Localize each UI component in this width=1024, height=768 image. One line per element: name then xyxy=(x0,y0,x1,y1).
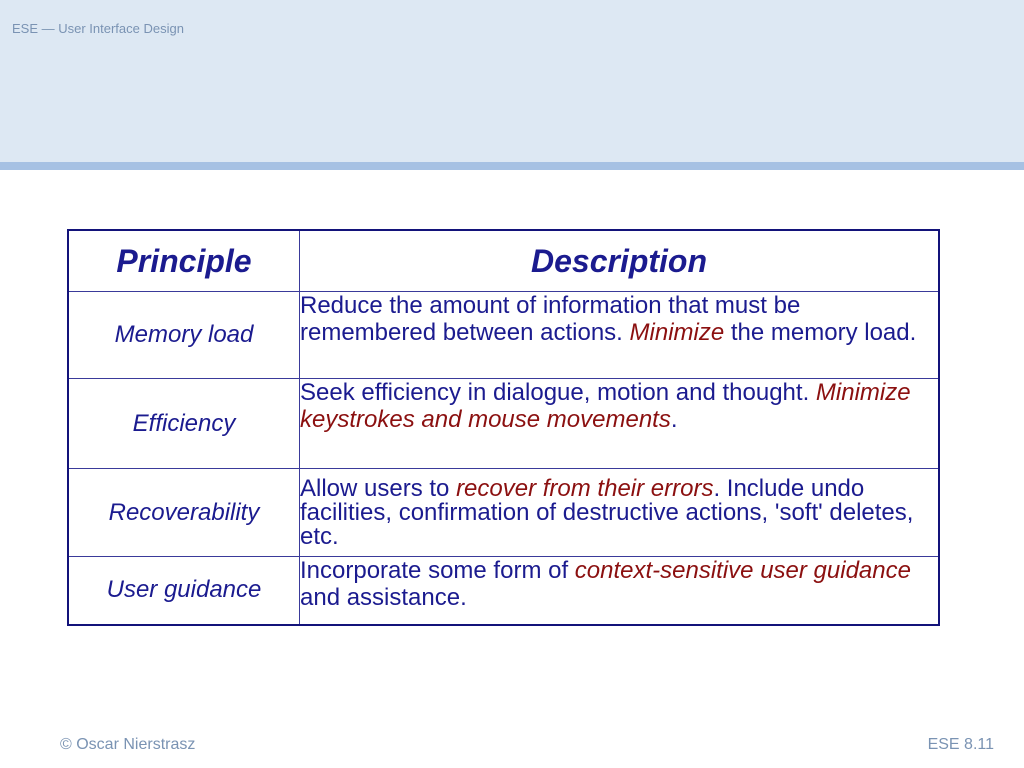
description-text: . xyxy=(670,406,678,433)
description-text: Incorporate some form of xyxy=(300,557,575,584)
description-cell xyxy=(300,469,940,557)
principles-table xyxy=(67,229,940,626)
footer-copyright: © Oscar Nierstrasz xyxy=(60,736,196,753)
description-text: Allow users to xyxy=(300,475,457,502)
description-column-header: Description xyxy=(300,230,940,292)
description-cell xyxy=(300,379,940,469)
header-title: ESE — User Interface Design xyxy=(12,21,184,36)
description-emphasis: Minimize keystrokes and mouse movements xyxy=(300,379,911,433)
description-emphasis: Minimize xyxy=(629,319,725,346)
table-row xyxy=(68,469,939,557)
description-cell xyxy=(300,292,940,379)
footer-slide-number: ESE 8.11 xyxy=(927,736,994,753)
principle-cell: Efficiency xyxy=(68,379,300,469)
description-emphasis: recover from their errors xyxy=(456,475,714,502)
principle-cell: Recoverability xyxy=(68,469,300,557)
description-text: and assistance. xyxy=(300,584,467,611)
description-text: . Include undo facilities, confirmation of destructive actions, 'soft' deletes, etc. xyxy=(300,475,914,550)
description-text: the memory load. xyxy=(724,319,917,346)
principle-cell: Memory load xyxy=(68,292,300,379)
principle-cell: User guidance xyxy=(68,557,300,625)
header-rule xyxy=(0,162,1024,170)
description-text: Reduce the amount of information that must be remembered between actions. xyxy=(300,292,801,346)
table-row xyxy=(68,557,939,625)
description-text: Seek efficiency in dialogue, motion and thought. xyxy=(300,379,816,406)
table-row xyxy=(68,292,939,379)
description-emphasis: context-sensitive user guidance xyxy=(574,557,911,584)
table-row xyxy=(68,379,939,469)
description-cell xyxy=(300,557,940,625)
principle-column-header: Principle xyxy=(68,230,300,292)
table-header-row xyxy=(68,230,939,292)
